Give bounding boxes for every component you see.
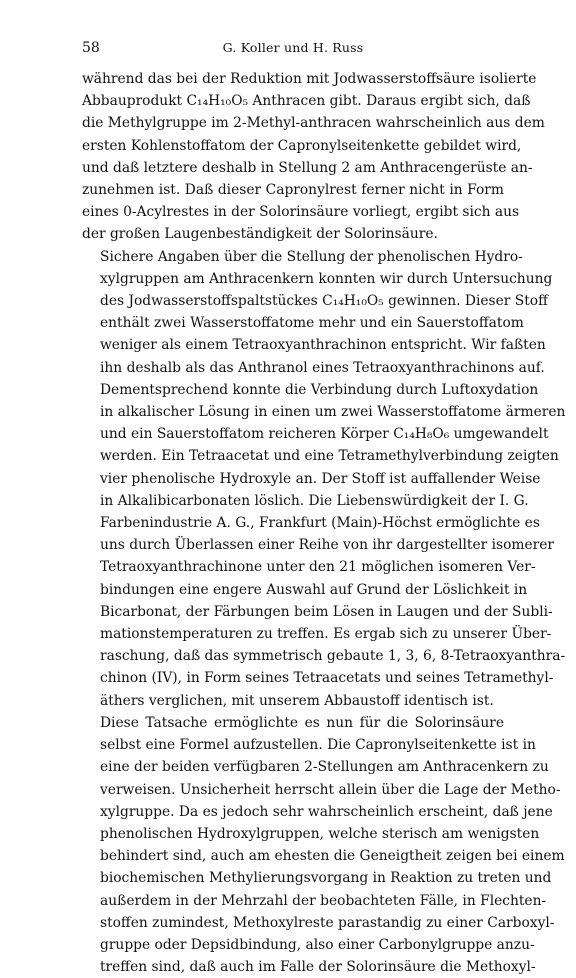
text-line: Dementsprechend konnte die Verbindung durch Luftoxydation — [100, 381, 539, 398]
text-line: gruppe oder Depsidbindung, also einer Carbonylgruppe anzu- — [100, 936, 535, 953]
text-line: Farbenindustrie A. G., Frankfurt (Main)-Höchst ermöglichte es — [100, 515, 540, 532]
text-line: biochemischen Methylierungsvorgang in Reaktion zu treten und — [100, 870, 552, 887]
text-line: und daß letztere deshalb in Stellung 2 am Anthracengerüste an- — [82, 159, 533, 176]
text-line: Sichere Angaben über die Stellung der phenolischen Hydro- — [100, 248, 523, 265]
text-line: vier phenolische Hydroxyle an. Der Stoff ist auffallender Weise — [100, 470, 541, 487]
text-line: bindungen eine engere Auswahl auf Grund der Löslichkeit in — [100, 581, 528, 598]
text-line: xylgruppen am Anthracenkern konnten wir durch Untersuchung — [100, 270, 553, 287]
text-line: treffen sind, daß auch im Falle der Solorinsäure die Methoxyl- — [100, 959, 536, 976]
text-line: eines 0-Acylrestes in der Solorinsäure vorliegt, ergibt sich aus — [82, 204, 520, 221]
text-line: und ein Sauerstoffatom reicheren Körper C₁₄H₈O₆ umgewandelt — [100, 426, 549, 443]
page-header — [82, 40, 504, 68]
text-line: die Methylgruppe im 2-Methyl-anthracen wahrscheinlich aus dem — [82, 115, 545, 132]
text-line: in Alkalibicarbonaten löslich. Die Liebenswürdigkeit der I. G. — [100, 492, 529, 509]
text-line: werden. Ein Tetraacetat und eine Tetramethylverbindung zeigten — [100, 448, 559, 465]
text-line: weniger als einem Tetraoxyanthrachinon entspricht. Wir faßten — [100, 337, 546, 354]
running-head: G. Koller und H. Russ — [222, 40, 364, 55]
text-line: phenolischen Hydroxylgruppen, welche sterisch am wenigsten — [100, 825, 540, 842]
text-line: Diese Tatsache ermöglichte es nun für die Solorinsäure — [100, 714, 504, 731]
text-line: der großen Laugenbeständigkeit der Solorinsäure. — [82, 226, 438, 243]
text-line: ersten Kohlenstoffatom der Capronylseitenkette gebildet wird, — [82, 137, 522, 154]
text-line: behindert sind, auch am ehesten die Geneigtheit zeigen bei einem — [100, 848, 565, 865]
text-line: uns durch Überlassen einer Reihe von ihr dargestellter isomerer — [100, 537, 555, 554]
text-line: enthält zwei Wasserstoffatome mehr und ein Sauerstoffatom — [100, 315, 524, 332]
text-line: des Jodwasserstoffspaltstückes C₁₄H₁₀O₅ gewinnen. Dieser Stoff — [100, 293, 548, 310]
paragraph — [82, 246, 566, 712]
text-line: Bicarbonat, der Färbungen beim Lösen in Laugen und der Subli- — [100, 603, 553, 620]
text-line: Abbauprodukt C₁₄H₁₀O₅ Anthracen gibt. Daraus ergibt sich, daß — [82, 93, 531, 110]
text-line: während das bei der Reduktion mit Jodwasserstoffsäure isolierte — [82, 71, 537, 87]
body-text — [82, 68, 566, 978]
text-line: zunehmen ist. Daß dieser Capronylrest ferner nicht in Form — [82, 182, 504, 199]
text-line: eine der beiden verfügbaren 2-Stellungen am Anthracenkern zu — [100, 759, 549, 776]
paragraph — [82, 712, 565, 978]
text-line: in alkalischer Lösung in einen um zwei Wasserstoffatome ärmeren — [100, 404, 566, 421]
text-line: verweisen. Unsicherheit herrscht allein über die Lage der Metho- — [100, 781, 561, 798]
text-line: selbst eine Formel aufzustellen. Die Capronylseitenkette ist in — [100, 737, 536, 754]
text-line: äthers verglichen, mit unserem Abbaustoff identisch ist. — [100, 692, 494, 709]
text-line: raschung, daß das symmetrisch gebaute 1, 3, 6, 8-Tetraoxyanthra- — [100, 648, 566, 665]
text-line: stoffen zumindest, Methoxylreste parastandig zu einer Carboxyl- — [100, 914, 555, 931]
text-line: mationstemperaturen zu treffen. Es ergab sich zu unserer Über- — [100, 626, 552, 643]
paragraph — [82, 68, 545, 246]
text-line: chinon (IV), in Form seines Tetraacetats und seines Tetramethyl- — [100, 670, 554, 687]
text-line: xylgruppe. Da es jedoch sehr wahrscheinlich erscheint, daß jene — [100, 803, 553, 820]
text-line: Tetraoxyanthrachinone unter den 21 möglichen isomeren Ver- — [100, 559, 536, 576]
page-number: 58 — [82, 40, 100, 56]
text-line: außerdem in der Mehrzahl der beobachteten Fälle, in Flechten- — [100, 892, 547, 909]
text-line: ihn deshalb als das Anthranol eines Tetraoxyanthrachinons auf. — [100, 359, 545, 376]
